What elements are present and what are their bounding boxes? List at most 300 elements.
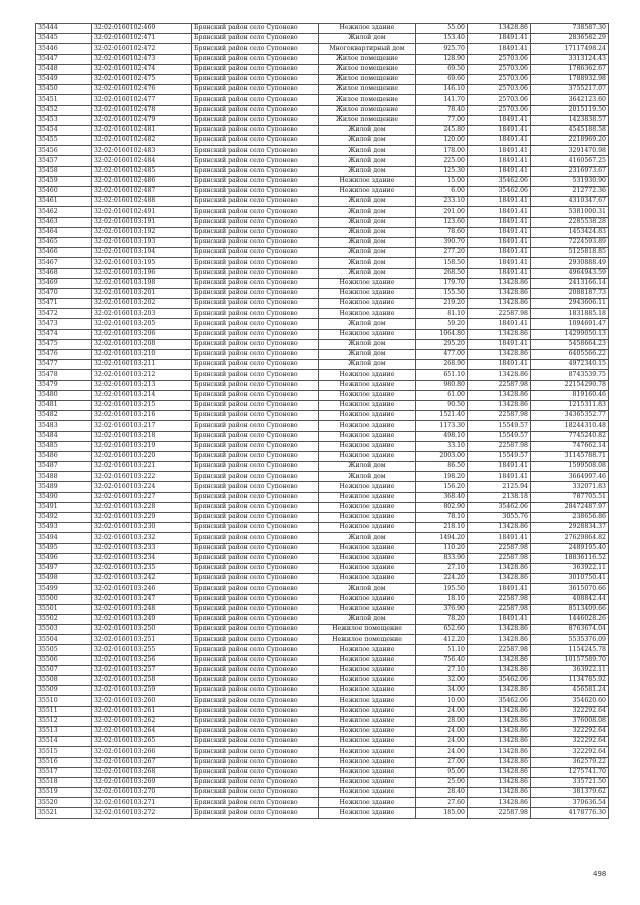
location-cell: Брянский район село Супонево xyxy=(192,176,319,186)
area-cell: 155.50 xyxy=(416,288,468,298)
area-cell: 268.50 xyxy=(416,268,468,278)
cadastral-number-cell: 32:02:0160102:471 xyxy=(92,34,192,44)
row-number-cell: 35487 xyxy=(36,462,92,472)
table-row xyxy=(36,553,609,563)
rate-cell: 22587.98 xyxy=(468,604,531,614)
table-row xyxy=(36,207,609,217)
table-row xyxy=(36,95,609,105)
location-cell: Брянский район село Супонево xyxy=(192,451,319,461)
object-type-cell: Нежилое здание xyxy=(319,574,416,584)
table-row xyxy=(36,339,609,349)
area-cell: 802.90 xyxy=(416,502,468,512)
location-cell: Брянский район село Супонево xyxy=(192,44,319,54)
object-type-cell: Нежилое здание xyxy=(319,492,416,502)
table-row xyxy=(36,278,609,288)
rate-cell: 18491.41 xyxy=(468,217,531,227)
row-number-cell: 35520 xyxy=(36,798,92,808)
row-number-cell: 35505 xyxy=(36,645,92,655)
object-type-cell: Жилой дом xyxy=(319,533,416,543)
location-cell: Брянский район село Супонево xyxy=(192,543,319,553)
cadastral-number-cell: 32:02:0160103:229 xyxy=(92,513,192,523)
location-cell: Брянский район село Супонево xyxy=(192,411,319,421)
cadastral-number-cell: 32:02:0160102:488 xyxy=(92,197,192,207)
area-cell: 980.80 xyxy=(416,380,468,390)
table-row xyxy=(36,166,609,176)
area-cell: 51.10 xyxy=(416,645,468,655)
location-cell: Брянский район село Супонево xyxy=(192,431,319,441)
row-number-cell: 35496 xyxy=(36,553,92,563)
table-row xyxy=(36,197,609,207)
area-cell: 245.80 xyxy=(416,125,468,135)
object-type-cell: Нежилое здание xyxy=(319,390,416,400)
cadastral-value-cell: 381379.62 xyxy=(531,788,609,798)
object-type-cell: Жилой дом xyxy=(319,614,416,624)
row-number-cell: 35455 xyxy=(36,136,92,146)
object-type-cell: Нежилое здание xyxy=(319,309,416,319)
area-cell: 77.00 xyxy=(416,115,468,125)
location-cell: Брянский район село Супонево xyxy=(192,105,319,115)
cadastral-value-cell: 747662.14 xyxy=(531,441,609,451)
rate-cell: 18491.41 xyxy=(468,533,531,543)
rate-cell: 25703.06 xyxy=(468,95,531,105)
object-type-cell: Жилое помещение xyxy=(319,64,416,74)
cadastral-number-cell: 32:02:0160102:473 xyxy=(92,54,192,64)
object-type-cell: Жилой дом xyxy=(319,360,416,370)
cadastral-value-cell: 322292.64 xyxy=(531,737,609,747)
row-number-cell: 35462 xyxy=(36,207,92,217)
object-type-cell: Жилой дом xyxy=(319,34,416,44)
cadastral-value-cell: 2088187.73 xyxy=(531,288,609,298)
cadastral-value-cell: 6405566.22 xyxy=(531,350,609,360)
location-cell: Брянский район село Супонево xyxy=(192,74,319,84)
table-row xyxy=(36,125,609,135)
cadastral-value-cell: 3615070.66 xyxy=(531,584,609,594)
object-type-cell: Нежилое здание xyxy=(319,777,416,787)
row-number-cell: 35447 xyxy=(36,54,92,64)
object-type-cell: Нежилое здание xyxy=(319,278,416,288)
location-cell: Брянский район село Супонево xyxy=(192,747,319,757)
cadastral-number-cell: 32:02:0160103:256 xyxy=(92,655,192,665)
location-cell: Брянский район село Супонево xyxy=(192,533,319,543)
cadastral-value-cell: 4972340.15 xyxy=(531,360,609,370)
cadastral-value-cell: 7745240.82 xyxy=(531,431,609,441)
location-cell: Брянский район село Супонево xyxy=(192,278,319,288)
row-number-cell: 35489 xyxy=(36,482,92,492)
cadastral-number-cell: 32:02:0160103:246 xyxy=(92,584,192,594)
cadastral-value-cell: 10157589.70 xyxy=(531,655,609,665)
rate-cell: 18491.41 xyxy=(468,472,531,482)
table-row xyxy=(36,54,609,64)
cadastral-value-cell: 14299050.13 xyxy=(531,329,609,339)
rate-cell: 25703.06 xyxy=(468,85,531,95)
rate-cell: 18491.41 xyxy=(468,360,531,370)
cadastral-value-cell: 363922.11 xyxy=(531,665,609,675)
row-number-cell: 35456 xyxy=(36,146,92,156)
object-type-cell: Жилое помещение xyxy=(319,74,416,84)
row-number-cell: 35470 xyxy=(36,288,92,298)
cadastral-number-cell: 32:02:0160103:206 xyxy=(92,329,192,339)
rate-cell: 22587.98 xyxy=(468,543,531,553)
row-number-cell: 35503 xyxy=(36,625,92,635)
table-row xyxy=(36,655,609,665)
rate-cell: 22587.98 xyxy=(468,645,531,655)
row-number-cell: 35500 xyxy=(36,594,92,604)
row-number-cell: 35467 xyxy=(36,258,92,268)
cadastral-value-cell: 354620.60 xyxy=(531,696,609,706)
location-cell: Брянский район село Супонево xyxy=(192,237,319,247)
table-row xyxy=(36,482,609,492)
cadastral-number-cell: 32:02:0160102:478 xyxy=(92,105,192,115)
area-cell: 86.50 xyxy=(416,462,468,472)
area-cell: 153.40 xyxy=(416,34,468,44)
rate-cell: 18491.41 xyxy=(468,44,531,54)
area-cell: 10.00 xyxy=(416,696,468,706)
table-row xyxy=(36,635,609,645)
area-cell: 833.90 xyxy=(416,553,468,563)
cadastral-value-cell: 5381000.31 xyxy=(531,207,609,217)
table-row xyxy=(36,808,609,818)
cadastral-number-cell: 32:02:0160103:271 xyxy=(92,798,192,808)
cadastral-value-cell: 819160.46 xyxy=(531,390,609,400)
cadastral-value-cell: 531930.90 xyxy=(531,176,609,186)
rate-cell: 22587.98 xyxy=(468,309,531,319)
row-number-cell: 35507 xyxy=(36,665,92,675)
area-cell: 477.00 xyxy=(416,350,468,360)
object-type-cell: Многоквартирный дом xyxy=(319,44,416,54)
cadastral-number-cell: 32:02:0160102:472 xyxy=(92,44,192,54)
cadastral-value-cell: 2015119.50 xyxy=(531,105,609,115)
location-cell: Брянский район село Супонево xyxy=(192,207,319,217)
cadastral-value-cell: 370636.54 xyxy=(531,798,609,808)
table-row xyxy=(36,227,609,237)
cadastral-number-cell: 32:02:0160103:193 xyxy=(92,237,192,247)
cadastral-number-cell: 32:02:0160103:259 xyxy=(92,686,192,696)
table-row xyxy=(36,44,609,54)
location-cell: Брянский район село Супонево xyxy=(192,604,319,614)
cadastral-value-cell: 3291470.98 xyxy=(531,146,609,156)
rate-cell: 13428.86 xyxy=(468,655,531,665)
area-cell: 78.10 xyxy=(416,513,468,523)
row-number-cell: 35466 xyxy=(36,248,92,258)
object-type-cell: Нежилое здание xyxy=(319,655,416,665)
rate-cell: 18491.41 xyxy=(468,339,531,349)
row-number-cell: 35488 xyxy=(36,472,92,482)
cadastral-value-cell: 1453424.83 xyxy=(531,227,609,237)
location-cell: Брянский район село Супонево xyxy=(192,115,319,125)
cadastral-number-cell: 32:02:0160102:483 xyxy=(92,146,192,156)
location-cell: Брянский район село Супонево xyxy=(192,553,319,563)
table-row xyxy=(36,288,609,298)
location-cell: Брянский район село Супонево xyxy=(192,64,319,74)
area-cell: 1064.80 xyxy=(416,329,468,339)
location-cell: Брянский район село Супонево xyxy=(192,400,319,410)
area-cell: 376.90 xyxy=(416,604,468,614)
table-row xyxy=(36,176,609,186)
cadastral-value-cell: 1094691.47 xyxy=(531,319,609,329)
cadastral-value-cell: 1788932.98 xyxy=(531,74,609,84)
table-row xyxy=(36,574,609,584)
object-type-cell: Нежилое здание xyxy=(319,400,416,410)
location-cell: Брянский район село Супонево xyxy=(192,777,319,787)
table-row xyxy=(36,115,609,125)
object-type-cell: Нежилое здание xyxy=(319,645,416,655)
rate-cell: 18491.41 xyxy=(468,258,531,268)
cadastral-value-cell: 1134785.92 xyxy=(531,676,609,686)
cadastral-number-cell: 32:02:0160103:222 xyxy=(92,472,192,482)
rate-cell: 18491.41 xyxy=(468,237,531,247)
object-type-cell: Нежилое здание xyxy=(319,482,416,492)
location-cell: Брянский район село Супонево xyxy=(192,299,319,309)
cadastral-value-cell: 408842.44 xyxy=(531,594,609,604)
rate-cell: 13428.86 xyxy=(468,726,531,736)
rate-cell: 13428.86 xyxy=(468,563,531,573)
area-cell: 69.50 xyxy=(416,64,468,74)
rate-cell: 15549.57 xyxy=(468,451,531,461)
object-type-cell: Нежилое помещение xyxy=(319,635,416,645)
area-cell: 15.00 xyxy=(416,176,468,186)
table-row xyxy=(36,105,609,115)
area-cell: 55.00 xyxy=(416,24,468,34)
location-cell: Брянский район село Супонево xyxy=(192,34,319,44)
area-cell: 95.00 xyxy=(416,767,468,777)
location-cell: Брянский район село Супонево xyxy=(192,350,319,360)
cadastral-number-cell: 32:02:0160103:260 xyxy=(92,696,192,706)
cadastral-value-cell: 322292.64 xyxy=(531,706,609,716)
row-number-cell: 35502 xyxy=(36,614,92,624)
row-number-cell: 35452 xyxy=(36,105,92,115)
cadastral-number-cell: 32:02:0160103:228 xyxy=(92,502,192,512)
area-cell: 233.10 xyxy=(416,197,468,207)
table-row xyxy=(36,788,609,798)
cadastral-number-cell: 32:02:0160103:224 xyxy=(92,482,192,492)
rate-cell: 18491.41 xyxy=(468,268,531,278)
cadastral-number-cell: 32:02:0160103:230 xyxy=(92,523,192,533)
row-number-cell: 35473 xyxy=(36,319,92,329)
cadastral-number-cell: 32:02:0160103:248 xyxy=(92,604,192,614)
cadastral-number-cell: 32:02:0160103:265 xyxy=(92,737,192,747)
object-type-cell: Нежилое здание xyxy=(319,187,416,197)
rate-cell: 18491.41 xyxy=(468,146,531,156)
table-row xyxy=(36,319,609,329)
location-cell: Брянский район село Супонево xyxy=(192,339,319,349)
cadastral-value-cell: 376008.08 xyxy=(531,716,609,726)
row-number-cell: 35458 xyxy=(36,166,92,176)
rate-cell: 13428.86 xyxy=(468,278,531,288)
table-row xyxy=(36,24,609,34)
row-number-cell: 35460 xyxy=(36,187,92,197)
row-number-cell: 35478 xyxy=(36,370,92,380)
area-cell: 27.10 xyxy=(416,563,468,573)
object-type-cell: Жилой дом xyxy=(319,227,416,237)
table-row xyxy=(36,451,609,461)
location-cell: Брянский район село Супонево xyxy=(192,726,319,736)
object-type-cell: Нежилое здание xyxy=(319,451,416,461)
cadastral-value-cell: 8763674.04 xyxy=(531,625,609,635)
object-type-cell: Жилой дом xyxy=(319,237,416,247)
cadastral-number-cell: 32:02:0160103:220 xyxy=(92,451,192,461)
rate-cell: 15549.57 xyxy=(468,431,531,441)
area-cell: 291.00 xyxy=(416,207,468,217)
rate-cell: 18491.41 xyxy=(468,614,531,624)
location-cell: Брянский район село Супонево xyxy=(192,146,319,156)
cadastral-value-table xyxy=(35,23,609,819)
table-row xyxy=(36,329,609,339)
area-cell: 179.70 xyxy=(416,278,468,288)
object-type-cell: Жилое помещение xyxy=(319,105,416,115)
location-cell: Брянский район село Супонево xyxy=(192,584,319,594)
cadastral-number-cell: 32:02:0160103:210 xyxy=(92,350,192,360)
object-type-cell: Жилое помещение xyxy=(319,95,416,105)
object-type-cell: Жилой дом xyxy=(319,319,416,329)
cadastral-number-cell: 32:02:0160103:221 xyxy=(92,462,192,472)
object-type-cell: Жилой дом xyxy=(319,166,416,176)
area-cell: 277.20 xyxy=(416,248,468,258)
cadastral-number-cell: 32:02:0160103:249 xyxy=(92,614,192,624)
location-cell: Брянский район село Супонево xyxy=(192,360,319,370)
cadastral-number-cell: 32:02:0160103:232 xyxy=(92,533,192,543)
table-row xyxy=(36,502,609,512)
location-cell: Брянский район село Супонево xyxy=(192,95,319,105)
location-cell: Брянский район село Супонево xyxy=(192,686,319,696)
object-type-cell: Жилое помещение xyxy=(319,85,416,95)
cadastral-number-cell: 32:02:0160102:474 xyxy=(92,64,192,74)
object-type-cell: Нежилое здание xyxy=(319,808,416,818)
row-number-cell: 35493 xyxy=(36,523,92,533)
rate-cell: 22587.98 xyxy=(468,594,531,604)
row-number-cell: 35518 xyxy=(36,777,92,787)
location-cell: Брянский район село Супонево xyxy=(192,462,319,472)
area-cell: 756.40 xyxy=(416,655,468,665)
table-row xyxy=(36,64,609,74)
cadastral-value-cell: 738587.30 xyxy=(531,24,609,34)
table-row xyxy=(36,411,609,421)
area-cell: 24.00 xyxy=(416,726,468,736)
cadastral-number-cell: 32:02:0160103:205 xyxy=(92,319,192,329)
cadastral-value-cell: 2928834.37 xyxy=(531,523,609,533)
area-cell: 18.10 xyxy=(416,594,468,604)
object-type-cell: Нежилое здание xyxy=(319,299,416,309)
row-number-cell: 35521 xyxy=(36,808,92,818)
rate-cell: 2125.94 xyxy=(468,482,531,492)
location-cell: Брянский район село Супонево xyxy=(192,767,319,777)
row-number-cell: 35511 xyxy=(36,706,92,716)
row-number-cell: 35492 xyxy=(36,513,92,523)
cadastral-number-cell: 32:02:0160103:217 xyxy=(92,421,192,431)
rate-cell: 22587.98 xyxy=(468,441,531,451)
object-type-cell: Нежилое здание xyxy=(319,747,416,757)
page-number: 498 xyxy=(593,870,607,878)
row-number-cell: 35515 xyxy=(36,747,92,757)
area-cell: 195.50 xyxy=(416,584,468,594)
rate-cell: 2138.18 xyxy=(468,492,531,502)
rate-cell: 13428.86 xyxy=(468,370,531,380)
row-number-cell: 35514 xyxy=(36,737,92,747)
rate-cell: 13428.86 xyxy=(468,625,531,635)
object-type-cell: Жилой дом xyxy=(319,197,416,207)
table-row xyxy=(36,543,609,553)
cadastral-value-cell: 8513409.66 xyxy=(531,604,609,614)
table-row xyxy=(36,798,609,808)
area-cell: 27.00 xyxy=(416,757,468,767)
location-cell: Брянский район село Супонево xyxy=(192,85,319,95)
location-cell: Брянский район село Супонево xyxy=(192,808,319,818)
rate-cell: 13428.86 xyxy=(468,665,531,675)
rate-cell: 18491.41 xyxy=(468,584,531,594)
object-type-cell: Жилой дом xyxy=(319,125,416,135)
rate-cell: 25703.06 xyxy=(468,54,531,64)
cadastral-number-cell: 32:02:0160103:267 xyxy=(92,757,192,767)
table-row xyxy=(36,217,609,227)
area-cell: 652.60 xyxy=(416,625,468,635)
rate-cell: 18491.41 xyxy=(468,248,531,258)
rate-cell: 35462.06 xyxy=(468,502,531,512)
row-number-cell: 35476 xyxy=(36,350,92,360)
area-cell: 120.00 xyxy=(416,136,468,146)
object-type-cell: Нежилое здание xyxy=(319,798,416,808)
row-number-cell: 35497 xyxy=(36,563,92,573)
cadastral-value-cell: 2218969.20 xyxy=(531,136,609,146)
object-type-cell: Жилой дом xyxy=(319,268,416,278)
cadastral-value-cell: 322292.64 xyxy=(531,747,609,757)
location-cell: Брянский район село Супонево xyxy=(192,197,319,207)
object-type-cell: Нежилое здание xyxy=(319,696,416,706)
object-type-cell: Нежилое здание xyxy=(319,380,416,390)
location-cell: Брянский район село Супонево xyxy=(192,676,319,686)
object-type-cell: Жилой дом xyxy=(319,339,416,349)
cadastral-number-cell: 32:02:0160102:486 xyxy=(92,176,192,186)
cadastral-value-cell: 22154290.78 xyxy=(531,380,609,390)
table-row xyxy=(36,431,609,441)
location-cell: Брянский район село Супонево xyxy=(192,370,319,380)
area-cell: 498.10 xyxy=(416,431,468,441)
cadastral-number-cell: 32:02:0160103:227 xyxy=(92,492,192,502)
row-number-cell: 35453 xyxy=(36,115,92,125)
location-cell: Брянский район село Супонево xyxy=(192,757,319,767)
rate-cell: 18491.41 xyxy=(468,156,531,166)
cadastral-number-cell: 32:02:0160103:192 xyxy=(92,227,192,237)
object-type-cell: Жилой дом xyxy=(319,258,416,268)
object-type-cell: Нежилое здание xyxy=(319,716,416,726)
cadastral-value-cell: 363922.11 xyxy=(531,563,609,573)
cadastral-number-cell: 32:02:0160103:272 xyxy=(92,808,192,818)
cadastral-number-cell: 32:02:0160102:487 xyxy=(92,187,192,197)
rate-cell: 18491.41 xyxy=(468,166,531,176)
rate-cell: 15549.57 xyxy=(468,421,531,431)
area-cell: 125.30 xyxy=(416,166,468,176)
object-type-cell: Жилой дом xyxy=(319,462,416,472)
cadastral-value-cell: 1275741.70 xyxy=(531,767,609,777)
row-number-cell: 35454 xyxy=(36,125,92,135)
row-number-cell: 35464 xyxy=(36,227,92,237)
rate-cell: 22587.98 xyxy=(468,411,531,421)
area-cell: 24.00 xyxy=(416,706,468,716)
table-row xyxy=(36,584,609,594)
cadastral-number-cell: 32:02:0160103:255 xyxy=(92,645,192,655)
row-number-cell: 35449 xyxy=(36,74,92,84)
location-cell: Брянский район село Супонево xyxy=(192,594,319,604)
row-number-cell: 35474 xyxy=(36,329,92,339)
cadastral-number-cell: 32:02:0160103:194 xyxy=(92,248,192,258)
area-cell: 110.20 xyxy=(416,543,468,553)
cadastral-value-cell: 4545188.58 xyxy=(531,125,609,135)
table-row xyxy=(36,665,609,675)
object-type-cell: Жилой дом xyxy=(319,146,416,156)
location-cell: Брянский район село Супонево xyxy=(192,798,319,808)
area-cell: 24.00 xyxy=(416,737,468,747)
rate-cell: 13428.86 xyxy=(468,777,531,787)
cadastral-number-cell: 32:02:0160102:469 xyxy=(92,24,192,34)
location-cell: Брянский район село Супонево xyxy=(192,472,319,482)
